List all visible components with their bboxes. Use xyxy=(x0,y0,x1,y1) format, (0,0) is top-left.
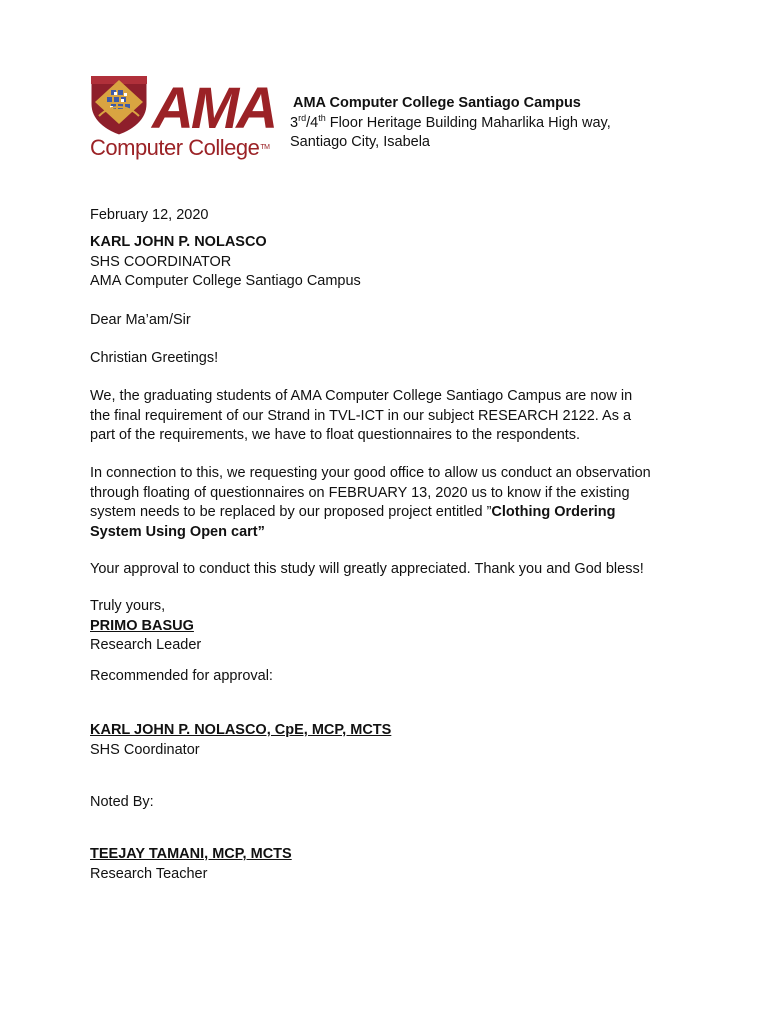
recipient-name: KARL JOHN P. NOLASCO xyxy=(90,234,267,250)
recommender-name: KARL JOHN P. NOLASCO, CpE, MCP, MCTS xyxy=(90,722,392,738)
logo-subtitle: Computer College™ xyxy=(90,135,270,160)
recommend-label: Recommended for approval: xyxy=(90,668,273,684)
school-name: AMA Computer College Santiago Campus xyxy=(293,95,581,111)
signature-block-noter xyxy=(90,845,680,884)
sender-role: Research Leader xyxy=(90,637,202,653)
college-logo xyxy=(89,74,281,166)
sender-name: PRIMO BASUG xyxy=(90,617,194,634)
noter-role: Research Teacher xyxy=(90,865,208,882)
noted-label: Noted By: xyxy=(90,794,154,810)
school-address-line2: Santiago City, Isabela xyxy=(290,134,430,150)
school-header xyxy=(290,94,611,153)
recipient-title: SHS COORDINATOR xyxy=(90,253,232,270)
greeting: Christian Greetings! xyxy=(90,350,219,366)
recipient-block xyxy=(90,233,680,292)
signature-block-recommender xyxy=(90,721,680,760)
paragraph-1 xyxy=(90,387,680,446)
paragraph-2 xyxy=(90,464,680,542)
letter-date: February 12, 2020 xyxy=(90,207,209,223)
shield-crest-icon xyxy=(89,74,149,136)
logo-wordmark: AMA xyxy=(152,76,276,141)
paragraph-3: Your approval to conduct this study will greatly appreciated. Thank you and God bless! xyxy=(90,561,644,577)
recipient-org: AMA Computer College Santiago Campus xyxy=(90,273,361,289)
school-address-line1: 3rd/4th Floor Heritage Building Maharlika High way, xyxy=(290,112,611,131)
paragraph-2-line: through floating of questionnaires on FEBRUARY 13, 2020 us to know if the existing xyxy=(90,484,630,501)
paragraph-1-line: We, the graduating students of AMA Computer College Santiago Campus are now in xyxy=(90,388,633,404)
closing: Truly yours, xyxy=(90,598,166,614)
paragraph-2-line: system needs to be replaced by our proposed project entitled ”Clothing Ordering xyxy=(90,504,616,520)
signature-block-sender xyxy=(90,597,680,656)
recommender-role: SHS Coordinator xyxy=(90,741,200,758)
paragraph-1-line: part of the requirements, we have to float questionnaires to the respondents. xyxy=(90,427,581,443)
noter-name: TEEJAY TAMANI, MCP, MCTS xyxy=(90,846,292,862)
project-title-cont: System Using Open cart” xyxy=(90,523,265,540)
project-title: Clothing Ordering xyxy=(491,504,616,520)
paragraph-2-line: In connection to this, we requesting your good office to allow us conduct an observation xyxy=(90,465,651,481)
salutation: Dear Ma’am/Sir xyxy=(90,312,191,328)
paragraph-1-line: the final requirement of our Strand in TVL-ICT in our subject RESEARCH 2122. As a xyxy=(90,407,632,424)
